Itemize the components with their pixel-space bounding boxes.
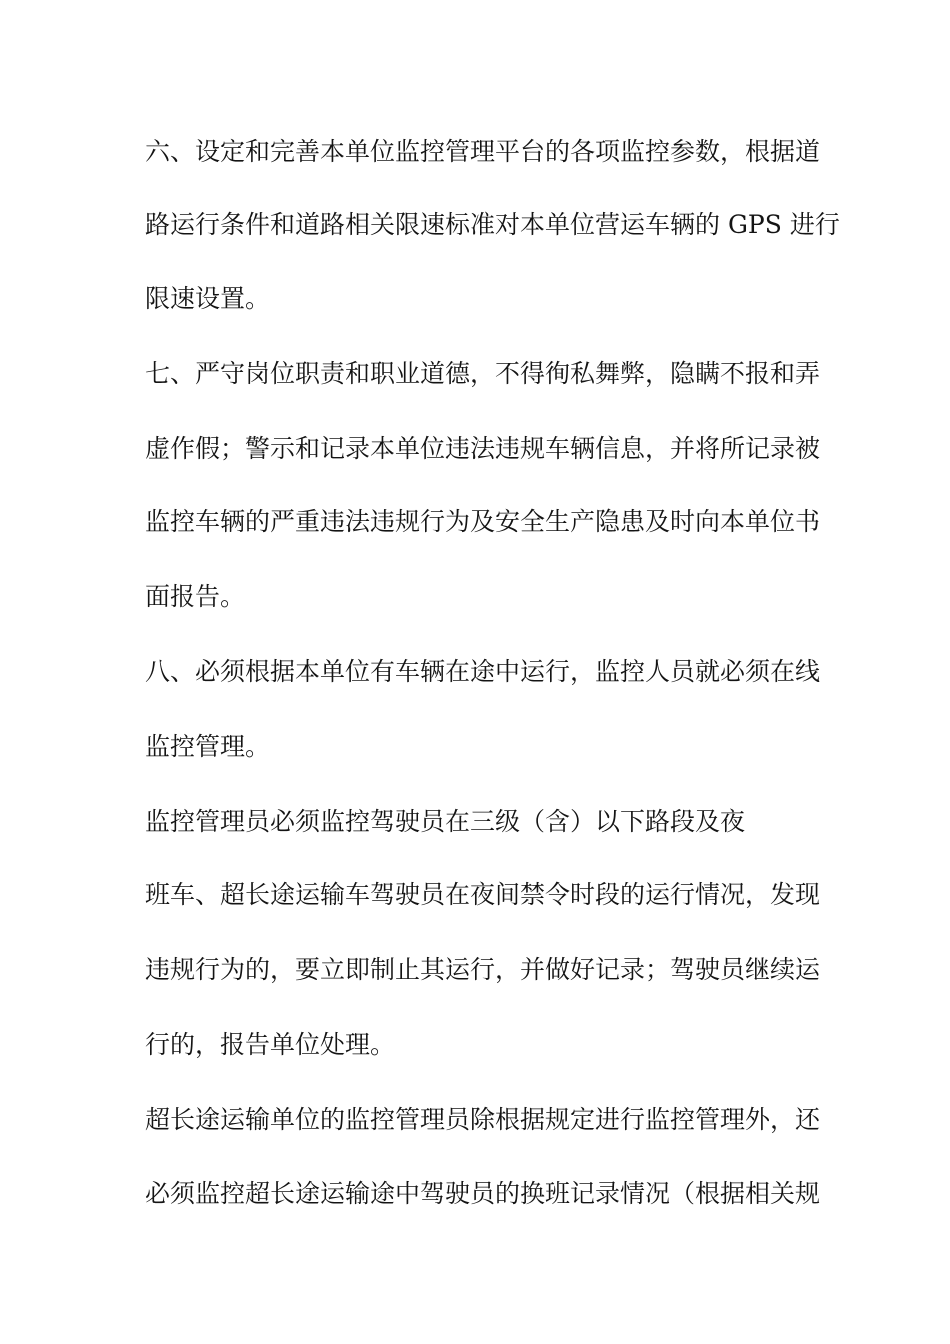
text-line: 七、严守岗位职责和职业道德，不得徇私舞弊，隐瞒不报和弄 [145, 359, 821, 388]
text-line: 面报告。 [145, 582, 246, 611]
text-line: 超长途运输单位的监控管理员除根据规定进行监控管理外，还 [145, 1105, 821, 1134]
text-line: 虚作假；警示和记录本单位违法违规车辆信息，并将所记录被 [145, 434, 821, 463]
text-line: 路运行条件和道路相关限速标准对本单位营运车辆的 GPS 进行 [145, 210, 840, 239]
text-line: 监控车辆的严重违法违规行为及安全生产隐患及时向本单位书 [145, 507, 821, 536]
text-line: 违规行为的，要立即制止其运行，并做好记录；驾驶员继续运 [145, 955, 821, 984]
text-line: 必须监控超长途运输途中驾驶员的换班记录情况（根据相关规 [145, 1179, 821, 1208]
text-line: 八、必须根据本单位有车辆在途中运行，监控人员就必须在线 [145, 657, 821, 686]
text-line: 监控管理。 [145, 732, 271, 761]
text-line: 六、设定和完善本单位监控管理平台的各项监控参数，根据道 [145, 137, 821, 166]
text-line: 班车、超长途运输车驾驶员在夜间禁令时段的运行情况，发现 [145, 880, 821, 909]
text-line: 行的，报告单位处理。 [145, 1030, 396, 1059]
text-line: 限速设置。 [145, 284, 271, 313]
text-line: 监控管理员必须监控驾驶员在三级（含）以下路段及夜 [145, 807, 746, 836]
